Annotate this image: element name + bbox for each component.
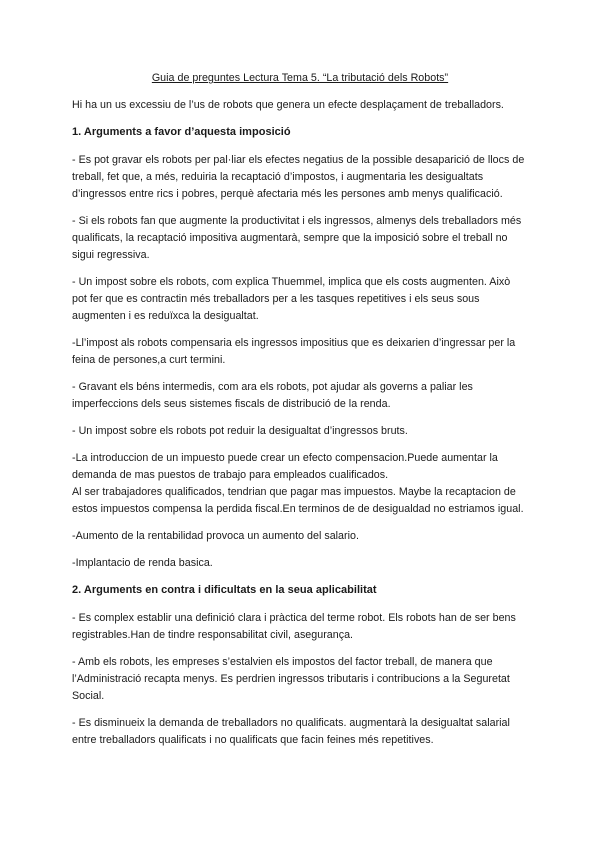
- section-1-paragraph: -Ll’impost als robots compensaria els ingressos impositius que es deixarien d’ingressar per la feina de persones,a curt termini.: [72, 337, 516, 366]
- section-1-heading: 1. Arguments a favor d’aquesta imposició: [72, 126, 291, 138]
- section-2-paragraph: - Es disminueix la demanda de treballadors no qualificats. augmentarà la desigualtat salarial entre treballadors qualificats i no qualificats que facin feines més repetitives.: [72, 717, 510, 746]
- section-1-extra-note: -Aumento de la rentabilidad provoca un aumento del salario.: [72, 530, 359, 542]
- section-1-paragraph: - Un impost sobre els robots, com explica Thuemmel, implica que els costs augmenten. Això pot fer que es contractin més treballadors per a les tasques repetitives i els seus sous augmenten i es reduïxca la desigualtat.: [72, 276, 511, 322]
- section-1-paragraph: - Gravant els béns intermedis, com ara els robots, pot ajudar als governs a paliar les imperfeccions dels seus sistemes fiscals de distribució de la renda.: [72, 381, 473, 410]
- spanish-note-line: Al ser trabajadores qualificados, tendrian que pagar mas impuestos. Maybe la recaptacion de estos impuestos compensa la perdida fiscal.En terminos de de desigualdad no estriamos igual.: [72, 486, 524, 515]
- intro-paragraph: Hi ha un us excessiu de l’us de robots que genera un efecte desplaçament de treballadors.: [72, 99, 504, 111]
- section-2-paragraph: - Es complex establir una definició clara i pràctica del terme robot. Els robots han de ser bens registrables.Han de tindre responsabilitat civil, asegurança.: [72, 612, 516, 641]
- section-1-paragraph: - Si els robots fan que augmente la productivitat i els ingressos, almenys dels treballadors més qualificats, la recaptació impositiva augmentarà, sempre que la imposició sobre el treball no sigui regressiva.: [72, 215, 522, 261]
- section-2-paragraph: - Amb els robots, les empreses s’estalvien els impostos del factor treball, de manera que l’Administració recapta menys. Es perdrien ingressos tributaris i contribucions a la Seguretat Social.: [72, 656, 510, 702]
- section-1-paragraph: - Un impost sobre els robots pot reduir la desigualtat d’ingressos bruts.: [72, 425, 408, 437]
- document-title: Guia de preguntes Lectura Tema 5. “La tributació dels Robots”: [151, 72, 449, 84]
- spanish-notes-block: [72, 450, 528, 518]
- section-1-paragraph: - Es pot gravar els robots per pal·liar els efectes negatius de la possible desaparició de llocs de treball, fet que, a més, reduiria la recaptació d’impostos, i augmentaria les desigualtats d’ingressos entre rics i pobres, perquè afectaria més les persones amb menys qualificació.: [72, 154, 525, 200]
- spanish-note-line: -La introduccion de un impuesto puede crear un efecto compensacion.Puede aumentar la demanda de mas puestos de trabajo para empleados cualificados.: [72, 452, 498, 481]
- section-1-extra-note: -Implantacio de renda basica.: [72, 557, 213, 569]
- document-content: [72, 70, 528, 759]
- section-2-heading: 2. Arguments en contra i dificultats en la seua aplicabilitat: [72, 584, 377, 596]
